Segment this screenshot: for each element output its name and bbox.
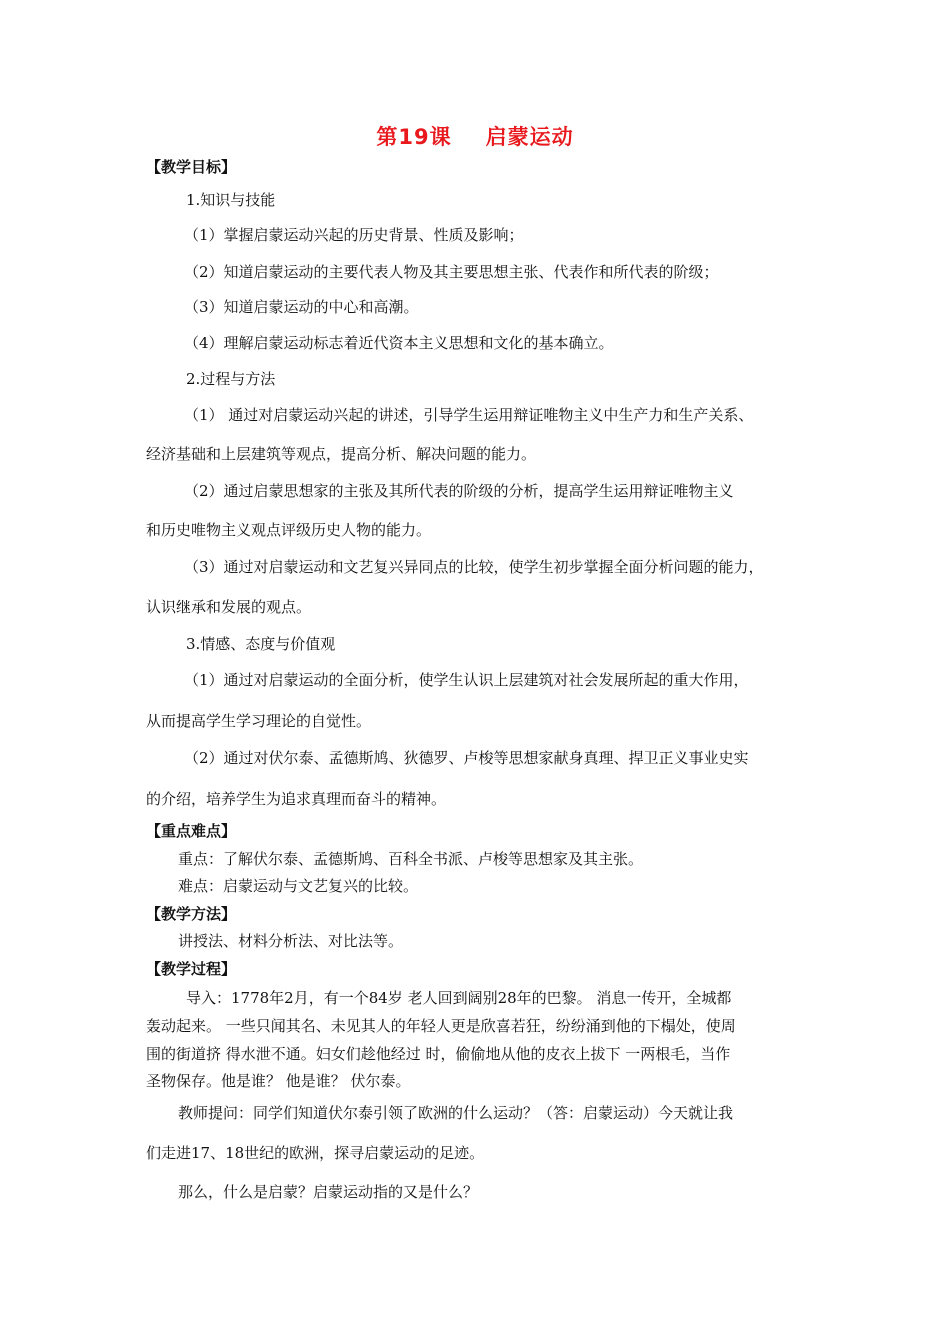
section-heading-methods: 【教学方法】 [146,905,237,923]
paragraph-line: 们走进17、18世纪的欧洲，探寻启蒙运动的足迹。 [146,1144,485,1162]
paragraph-line: 导入：1778年2月，有一个84岁 老人回到阔别28年的巴黎。 消息一传开，全城都 [186,989,732,1007]
paragraph-line: （3）知道启蒙运动的中心和高潮。 [184,298,419,316]
paragraph-line: （1） 通过对启蒙运动兴起的讲述，引导学生运用辩证唯物主义中生产力和生产关系、 [184,406,754,424]
paragraph-line: 从而提高学生学习理论的自觉性。 [146,712,372,730]
paragraph-line: （2）知道启蒙运动的主要代表人物及其主要思想主张、代表作和所代表的阶级； [184,263,719,281]
subheading-process: 2.过程与方法 [186,370,276,388]
paragraph-line: 轰动起来。 一些只闻其名、未见其人的年轻人更是欣喜若狂，纷纷涌到他的下榻处，使周 [146,1017,736,1035]
section-heading-process: 【教学过程】 [146,960,237,978]
paragraph-line: 讲授法、材料分析法、对比法等。 [178,932,404,950]
paragraph-line: 的介绍，培养学生为追求真理而奋斗的精神。 [146,790,447,808]
paragraph-line: （2）通过启蒙思想家的主张及其所代表的阶级的分析，提高学生运用辩证唯物主义 [184,482,734,500]
section-heading-keypoints: 【重点难点】 [146,822,237,840]
page-title [0,121,950,151]
paragraph-line: （2）通过对伏尔泰、孟德斯鸠、狄德罗、卢梭等思想家献身真理、捍卫正义事业史实 [184,749,749,767]
subheading-values: 3.情感、态度与价值观 [186,635,336,653]
section-heading-objectives: 【教学目标】 [146,158,237,176]
paragraph-line: 围的街道挤 得水泄不通。妇女们趁他经过 时，偷偷地从他的皮衣上拔下 一两根毛，当作 [146,1045,731,1063]
paragraph-line: （3）通过对启蒙运动和文艺复兴异同点的比较，使学生初步掌握全面分析问题的能力， [184,558,764,576]
paragraph-line: 圣物保存。他是谁？ 他是谁？ 伏尔泰。 [146,1072,411,1090]
subheading-knowledge: 1.知识与技能 [186,191,276,209]
paragraph-line: 那么，什么是启蒙？启蒙运动指的又是什么？ [178,1183,479,1201]
paragraph-line: （1）通过对启蒙运动的全面分析，使学生认识上层建筑对社会发展所起的重大作用， [184,671,749,689]
paragraph-line: 重点：了解伏尔泰、孟德斯鸠、百科全书派、卢梭等思想家及其主张。 [178,850,644,868]
paragraph-line: 和历史唯物主义观点评级历史人物的能力。 [146,521,432,539]
paragraph-line: （1）掌握启蒙运动兴起的历史背景、性质及影响； [184,226,524,244]
paragraph-line: 难点：启蒙运动与文艺复兴的比较。 [178,877,419,895]
lesson-number: 第19课 [376,125,452,149]
paragraph-line: 认识继承和发展的观点。 [146,598,312,616]
lesson-name: 启蒙运动 [485,125,574,149]
paragraph-line: 教师提问：同学们知道伏尔泰引领了欧洲的什么运动？（答：启蒙运动）今天就让我 [178,1104,734,1122]
paragraph-line: 经济基础和上层建筑等观点，提高分析、解决问题的能力。 [146,445,537,463]
paragraph-line: （4）理解启蒙运动标志着近代资本主义思想和文化的基本确立。 [184,334,614,352]
